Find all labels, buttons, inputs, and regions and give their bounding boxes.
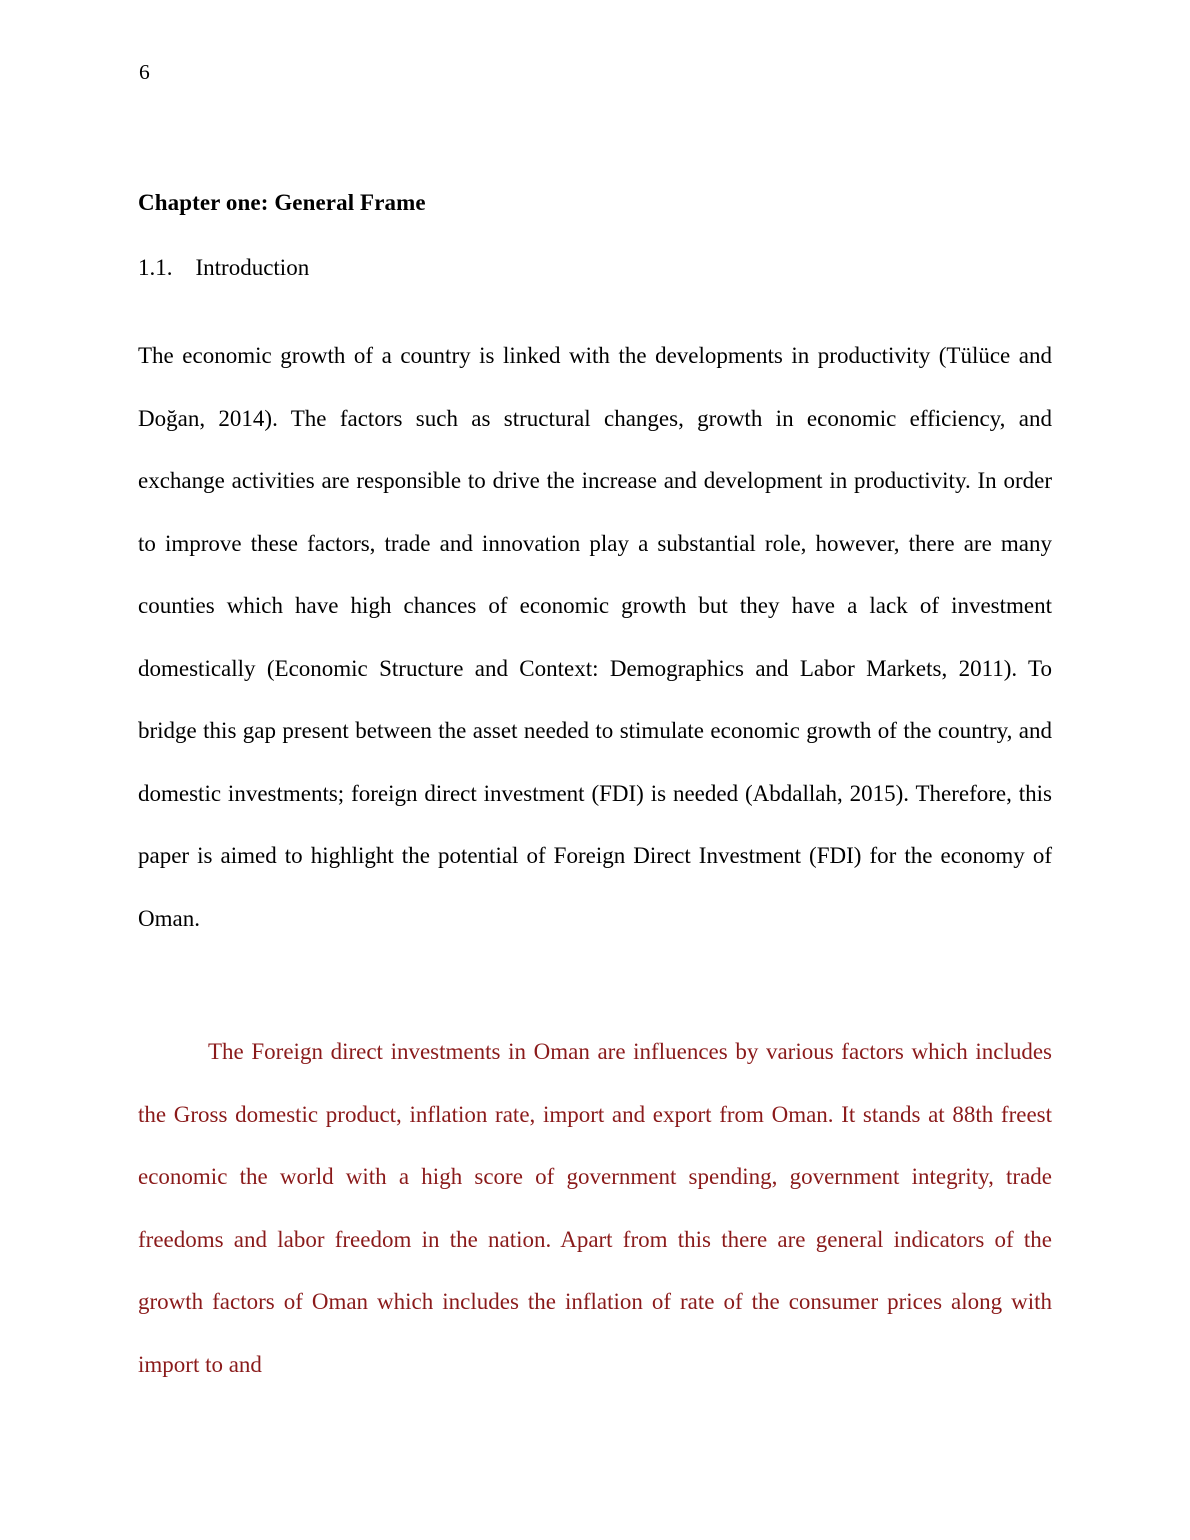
- paragraph-fdi-factors: The Foreign direct investments in Oman are influences by various factors which includes the Gross domestic product, inflation rate, import and export from Oman. It stands at 88th freest economic the world with a high score of government spending, government integrity, trade freedoms and labor freedom in the nation. Apart from this there are general indicators of the growth factors of Oman which includes the inflation of rate of the consumer prices along with import to and: [138, 1039, 1052, 1377]
- paragraph-introduction: The economic growth of a country is linked with the developments in productivity (Tülüce and Doğan, 2014). The factors such as structural changes, growth in economic efficiency, and exchange activities are responsible to drive the increase and development in productivity. In order to improve these factors, trade and innovation play a substantial role, however, there are many counties which have high chances of economic growth but they have a lack of investment domestically (Economic Structure and Context: Demographics and Labor Markets, 2011). To bridge this gap present between the asset needed to stimulate economic growth of the country, and domestic investments; foreign direct investment (FDI) is needed (Abdallah, 2015). Therefore, this paper is aimed to highlight the potential of Foreign Direct Investment (FDI) for the economy of Oman.: [138, 343, 1052, 931]
- chapter-heading: Chapter one: General Frame: [138, 190, 426, 215]
- page-number: 6: [139, 60, 150, 84]
- section-heading-introduction: 1.1. Introduction: [138, 255, 310, 280]
